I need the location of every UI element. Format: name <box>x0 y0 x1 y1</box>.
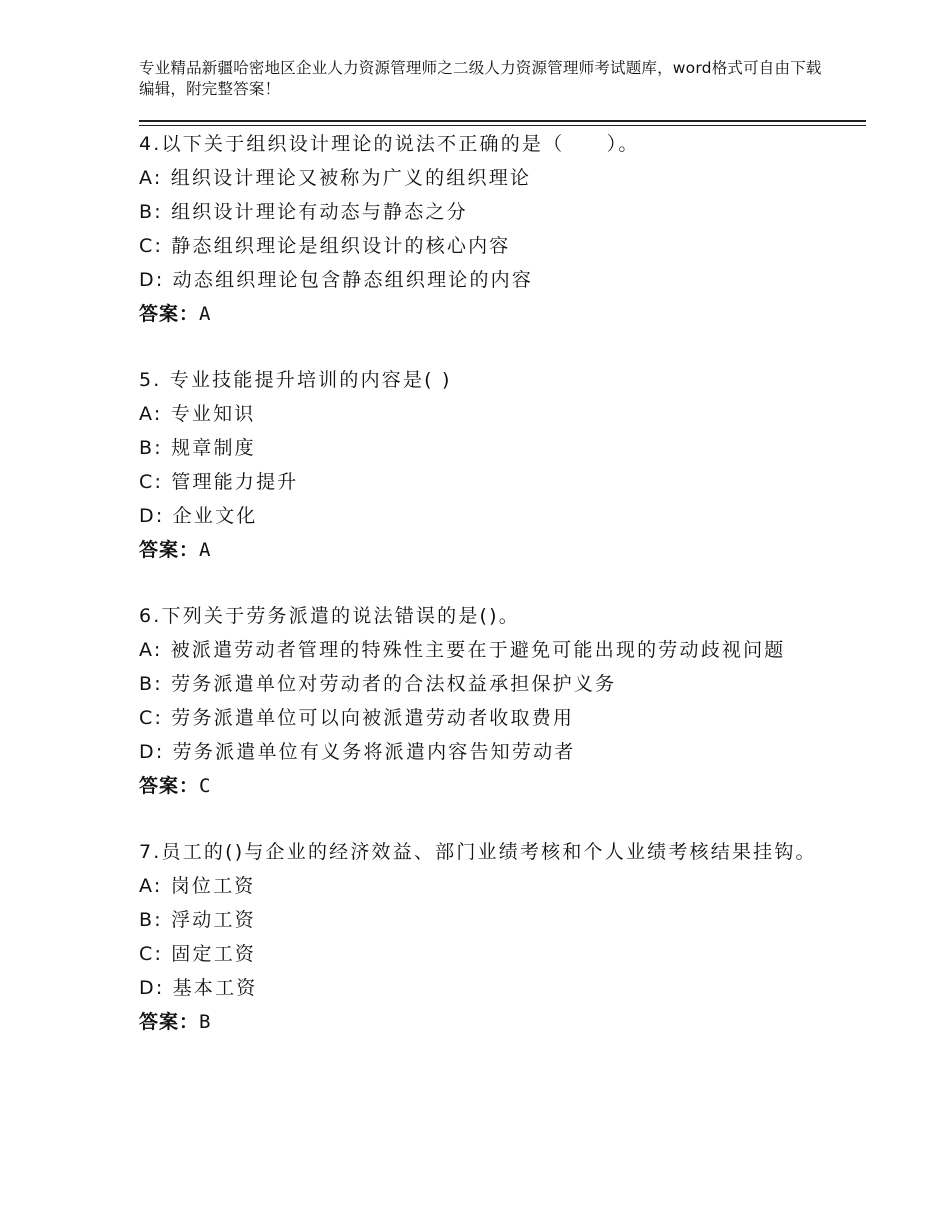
answer-label: 答案： <box>139 775 200 797</box>
question-stem: 4.以下关于组织设计理论的说法不正确的是（ ）。 <box>139 133 640 155</box>
answer-value: B <box>199 1011 212 1033</box>
option-d: D: 企业文化 <box>139 505 258 527</box>
question-stem: 6.下列关于劳务派遣的说法错误的是()。 <box>139 605 520 627</box>
option-d: D: 劳务派遣单位有义务将派遣内容告知劳动者 <box>139 741 576 763</box>
question-list <box>139 127 839 1071</box>
question-stem: 5. 专业技能提升培训的内容是( ) <box>139 369 452 391</box>
header-rule-thick <box>139 120 866 122</box>
document-header: 专业精品新疆哈密地区企业人力资源管理师之二级人力资源管理师考试题库，word格式可自由下载编辑，附完整答案！ <box>139 59 822 98</box>
option-d: D: 基本工资 <box>139 977 258 999</box>
answer-label: 答案： <box>139 303 200 325</box>
question-6 <box>139 599 839 803</box>
answer-label: 答案： <box>139 539 200 561</box>
answer-line <box>139 769 839 803</box>
answer-line <box>139 1005 839 1039</box>
option-c: C: 静态组织理论是组织设计的核心内容 <box>139 235 511 257</box>
option-c: C: 管理能力提升 <box>139 471 299 493</box>
answer-value: C <box>199 775 212 797</box>
option-b: B: 浮动工资 <box>139 909 256 931</box>
answer-label: 答案： <box>139 1011 200 1033</box>
option-a: A: 岗位工资 <box>139 875 256 897</box>
option-b: B: 劳务派遣单位对劳动者的合法权益承担保护义务 <box>139 673 617 695</box>
answer-line <box>139 297 839 331</box>
option-d: D: 动态组织理论包含静态组织理论的内容 <box>139 269 534 291</box>
option-c: C: 劳务派遣单位可以向被派遣劳动者收取费用 <box>139 707 575 729</box>
question-4 <box>139 127 839 331</box>
option-b: B: 规章制度 <box>139 437 256 459</box>
answer-value: A <box>199 303 212 325</box>
option-a: A: 专业知识 <box>139 403 256 425</box>
answer-value: A <box>199 539 212 561</box>
question-5 <box>139 363 839 567</box>
question-stem: 7.员工的()与企业的经济效益、部门业绩考核和个人业绩考核结果挂钩。 <box>139 841 817 863</box>
answer-line <box>139 533 839 567</box>
question-7 <box>139 835 839 1039</box>
option-a: A: 被派遣劳动者管理的特殊性主要在于避免可能出现的劳动歧视问题 <box>139 639 786 661</box>
option-c: C: 固定工资 <box>139 943 257 965</box>
option-b: B: 组织设计理论有动态与静态之分 <box>139 201 468 223</box>
option-a: A: 组织设计理论又被称为广义的组织理论 <box>139 167 532 189</box>
header-rule-thin <box>139 125 866 126</box>
